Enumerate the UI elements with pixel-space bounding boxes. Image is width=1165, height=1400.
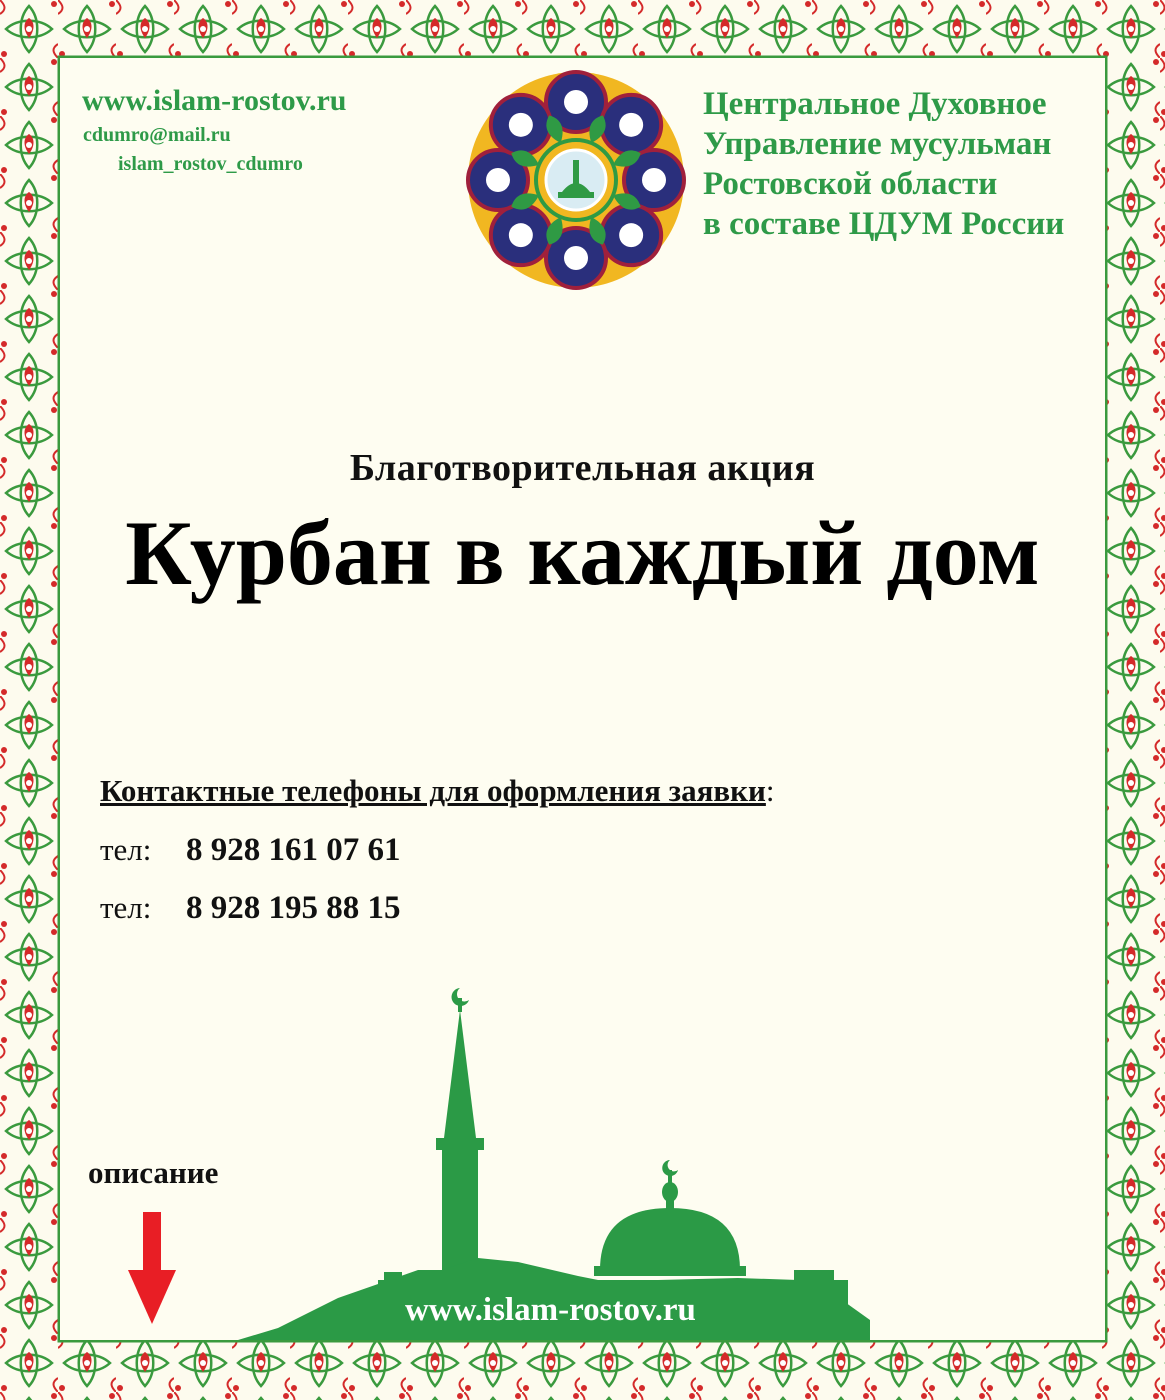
arrow-down-icon [128, 1212, 176, 1324]
phone-number[interactable]: 8 928 161 07 61 [186, 832, 401, 868]
footer-website[interactable]: www.islam-rostov.ru [405, 1292, 696, 1328]
phone-row [100, 832, 401, 869]
event-subtitle: Благотворительная акция [349, 447, 816, 489]
contacts-heading-colon: : [765, 773, 775, 808]
organization-line-3: Ростовской области [703, 166, 998, 202]
organization-line-1: Центральное Духовное [703, 86, 1047, 122]
header-email[interactable]: cdumro@mail.ru [83, 124, 231, 146]
phone-label: тел: [100, 890, 152, 925]
mosque-silhouette-icon [238, 980, 870, 1340]
emblem-icon [462, 66, 690, 294]
header-website[interactable]: www.islam-rostov.ru [82, 84, 347, 117]
organization-name [703, 84, 1064, 244]
phone-number[interactable]: 8 928 195 88 15 [186, 890, 401, 926]
header-instagram[interactable]: islam_rostov_cdumro [118, 153, 303, 175]
organization-line-2: Управление мусульман [703, 126, 1052, 162]
event-title: Курбан в каждый дом [125, 502, 1040, 604]
organization-line-4: в составе ЦДУМ России [703, 206, 1065, 242]
contacts-heading [100, 773, 775, 809]
phone-label: тел: [100, 832, 152, 867]
description-label: описание [88, 1155, 219, 1190]
phone-row [100, 890, 401, 927]
contacts-heading-text: Контактные телефоны для оформления заявки [100, 773, 766, 808]
